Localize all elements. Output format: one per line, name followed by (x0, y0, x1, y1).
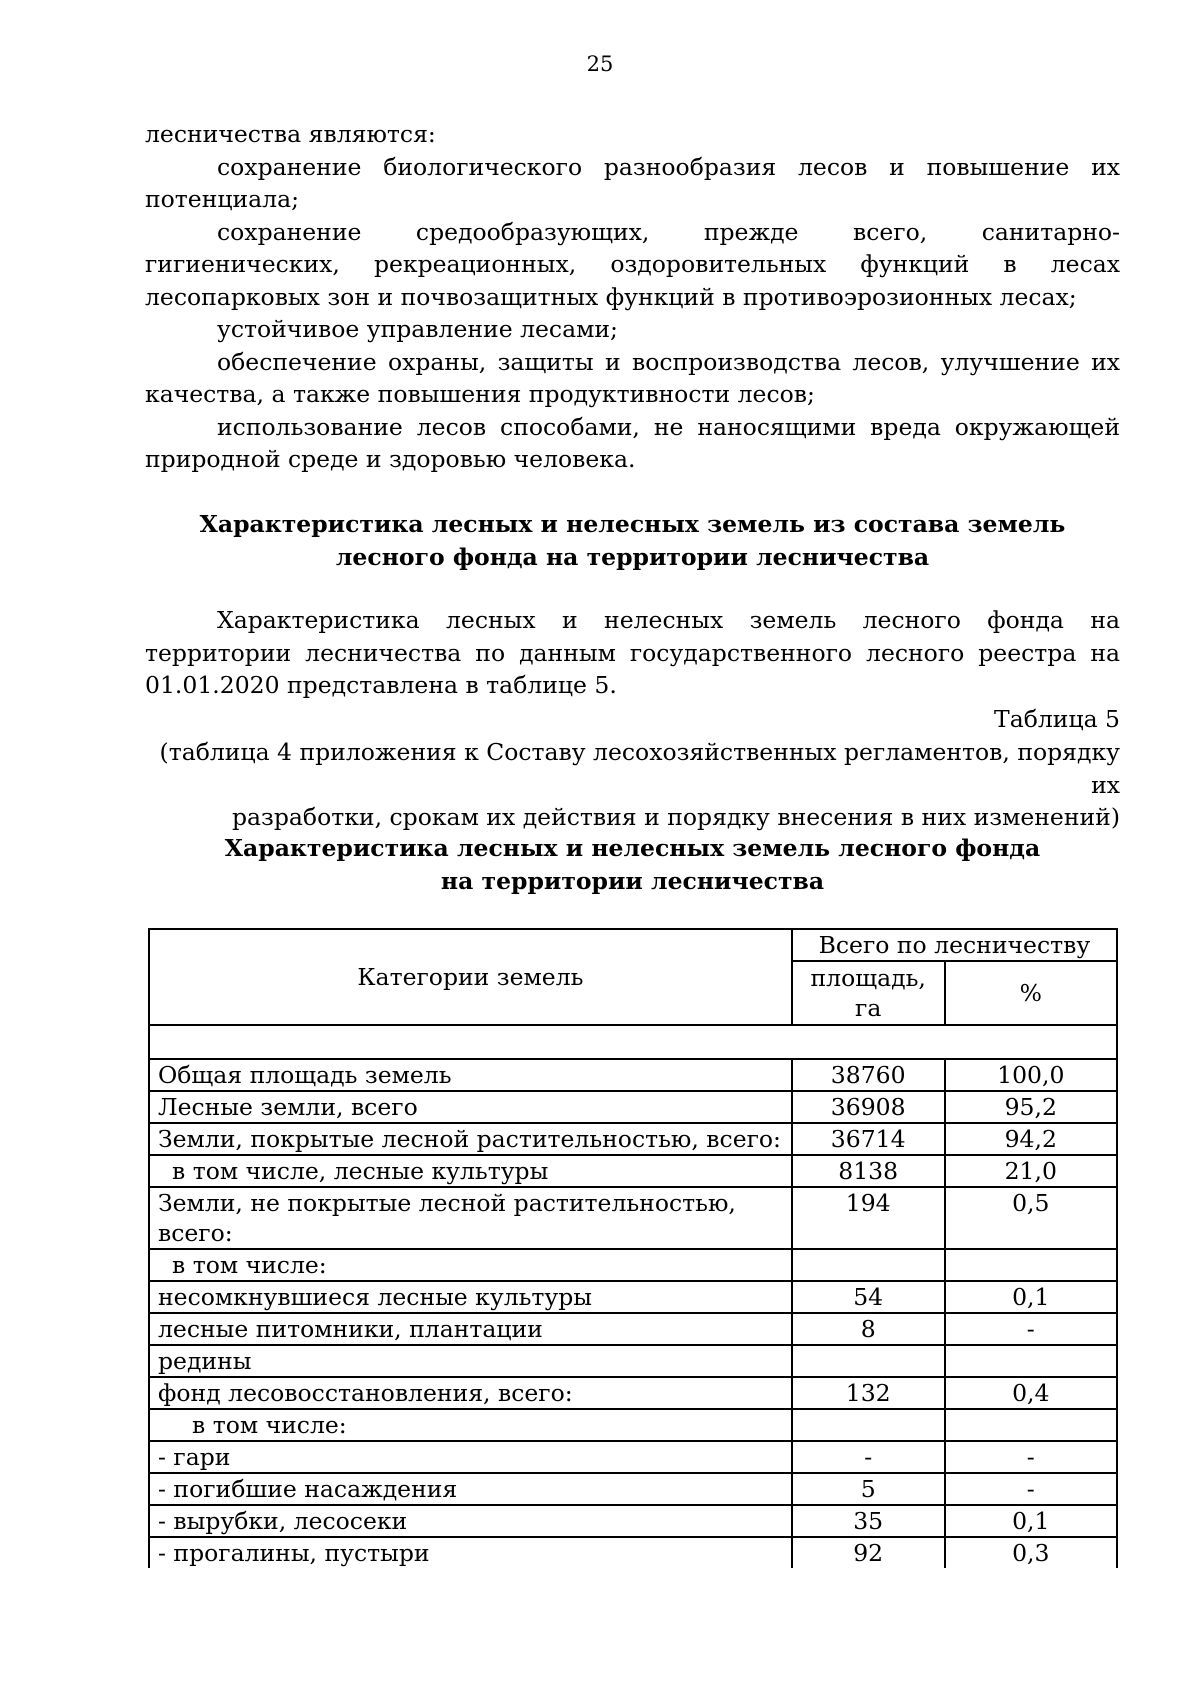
row-label: - прогалины, пустыри (149, 1537, 792, 1568)
intro-paragraph: устойчивое управление лесами; (217, 315, 618, 343)
row-percent: 0,4 (945, 1377, 1117, 1409)
table-row (149, 1123, 1117, 1155)
row-label: редины (149, 1345, 792, 1377)
section-heading-line: лесного фонда на территории лесничества (335, 542, 930, 571)
row-percent: 100,0 (945, 1059, 1117, 1091)
table-row (149, 1059, 1117, 1091)
section-paragraph: Характеристика лесных и нелесных земель лесного фонда на территории лесничества по данным государственного лесного реестра на 01.01.2020 представлена в таблице 5. (145, 606, 1120, 699)
row-label: Земли, покрытые лесной растительностью, всего: (149, 1123, 792, 1155)
table-row (149, 1505, 1117, 1537)
row-area: 36908 (792, 1091, 945, 1123)
row-label: Лесные земли, всего (149, 1091, 792, 1123)
row-label: в том числе: (149, 1249, 792, 1281)
row-area: 5 (792, 1473, 945, 1505)
row-area: 8138 (792, 1155, 945, 1187)
row-percent (945, 1249, 1117, 1281)
intro-paragraph: сохранение биологического разнообразия лесов и повышение их потенциала; (145, 152, 1120, 213)
section-heading (145, 508, 1120, 573)
row-label: Общая площадь земель (149, 1059, 792, 1091)
row-label: - гари (149, 1441, 792, 1473)
row-percent: - (945, 1473, 1117, 1505)
header-category: Категории земель (149, 929, 792, 1025)
intro-paragraph: сохранение средообразующих, прежде всего, санитарно-гигиенических, рекреационных, оздоровительных функций в лесах лесопарковых зон и почвозащитных функций в противоэрозионных лесах; (145, 217, 1120, 311)
row-area (792, 1409, 945, 1441)
row-area: 8 (792, 1313, 945, 1345)
header-area: площадь, га (792, 961, 945, 1025)
row-area: 194 (792, 1187, 945, 1249)
table-reference-line: разработки, срокам их действия и порядку внесения в них изменений) (232, 803, 1120, 831)
row-label: несомкнувшиеся лесные культуры (149, 1281, 792, 1313)
table-row (149, 1249, 1117, 1281)
table-row (149, 1537, 1117, 1568)
land-categories-table (148, 928, 1118, 1568)
row-percent (945, 1345, 1117, 1377)
table-title (145, 832, 1120, 897)
table-title-line: на территории лесничества (440, 866, 825, 895)
row-area: 35 (792, 1505, 945, 1537)
row-percent: 0,1 (945, 1505, 1117, 1537)
row-percent: - (945, 1441, 1117, 1473)
row-area (792, 1249, 945, 1281)
table-title-line: Характеристика лесных и нелесных земель лесного фонда (224, 834, 1041, 862)
intro-paragraph: лесничества являются: (145, 120, 436, 148)
table-row (149, 1313, 1117, 1345)
section-heading-line: Характеристика лесных и нелесных земель из состава земель (199, 510, 1066, 538)
row-area: 36714 (792, 1123, 945, 1155)
intro-paragraph: обеспечение охраны, защиты и воспроизводства лесов, улучшение их качества, а также повышения продуктивности лесов; (145, 347, 1120, 408)
row-label: в том числе, лесные культуры (149, 1155, 792, 1187)
row-area: - (792, 1441, 945, 1473)
table-reference-line: (таблица 4 приложения к Составу лесохозяйственных регламентов, порядку их (159, 738, 1120, 799)
table-spacer-row (149, 1025, 1117, 1059)
row-area: 132 (792, 1377, 945, 1409)
row-percent: 0,3 (945, 1537, 1117, 1568)
row-percent (945, 1409, 1117, 1441)
table-reference (145, 736, 1120, 834)
table-body (149, 1025, 1117, 1568)
table-row (149, 1473, 1117, 1505)
row-percent: 21,0 (945, 1155, 1117, 1187)
row-area: 92 (792, 1537, 945, 1568)
row-percent: 0,1 (945, 1281, 1117, 1313)
row-area: 38760 (792, 1059, 945, 1091)
table-row (149, 1345, 1117, 1377)
table-row (149, 1187, 1117, 1249)
table-row (149, 1409, 1117, 1441)
header-percent: % (945, 961, 1117, 1025)
table-row (149, 1377, 1117, 1409)
table-row (149, 1281, 1117, 1313)
intro-paragraph: использование лесов способами, не наносящими вреда окружающей природной среде и здоровью человека. (145, 412, 1120, 473)
table-row (149, 1155, 1117, 1187)
row-label: фонд лесовосстановления, всего: (149, 1377, 792, 1409)
row-label: Земли, не покрытые лесной растительностью, всего: (149, 1187, 792, 1249)
page-number: 25 (586, 52, 614, 76)
row-percent: - (945, 1313, 1117, 1345)
row-label: - вырубки, лесосеки (149, 1505, 792, 1537)
table-row (149, 1091, 1117, 1123)
intro-text (145, 118, 1120, 476)
row-percent: 95,2 (945, 1091, 1117, 1123)
header-group: Всего по лесничеству (792, 929, 1117, 961)
table-row (149, 1441, 1117, 1473)
row-percent: 0,5 (945, 1187, 1117, 1249)
row-percent: 94,2 (945, 1123, 1117, 1155)
row-label: лесные питомники, плантации (149, 1313, 792, 1345)
row-area (792, 1345, 945, 1377)
row-label: - погибшие насаждения (149, 1473, 792, 1505)
row-label: в том числе: (149, 1409, 792, 1441)
table-label: Таблица 5 (994, 705, 1120, 733)
row-area: 54 (792, 1281, 945, 1313)
